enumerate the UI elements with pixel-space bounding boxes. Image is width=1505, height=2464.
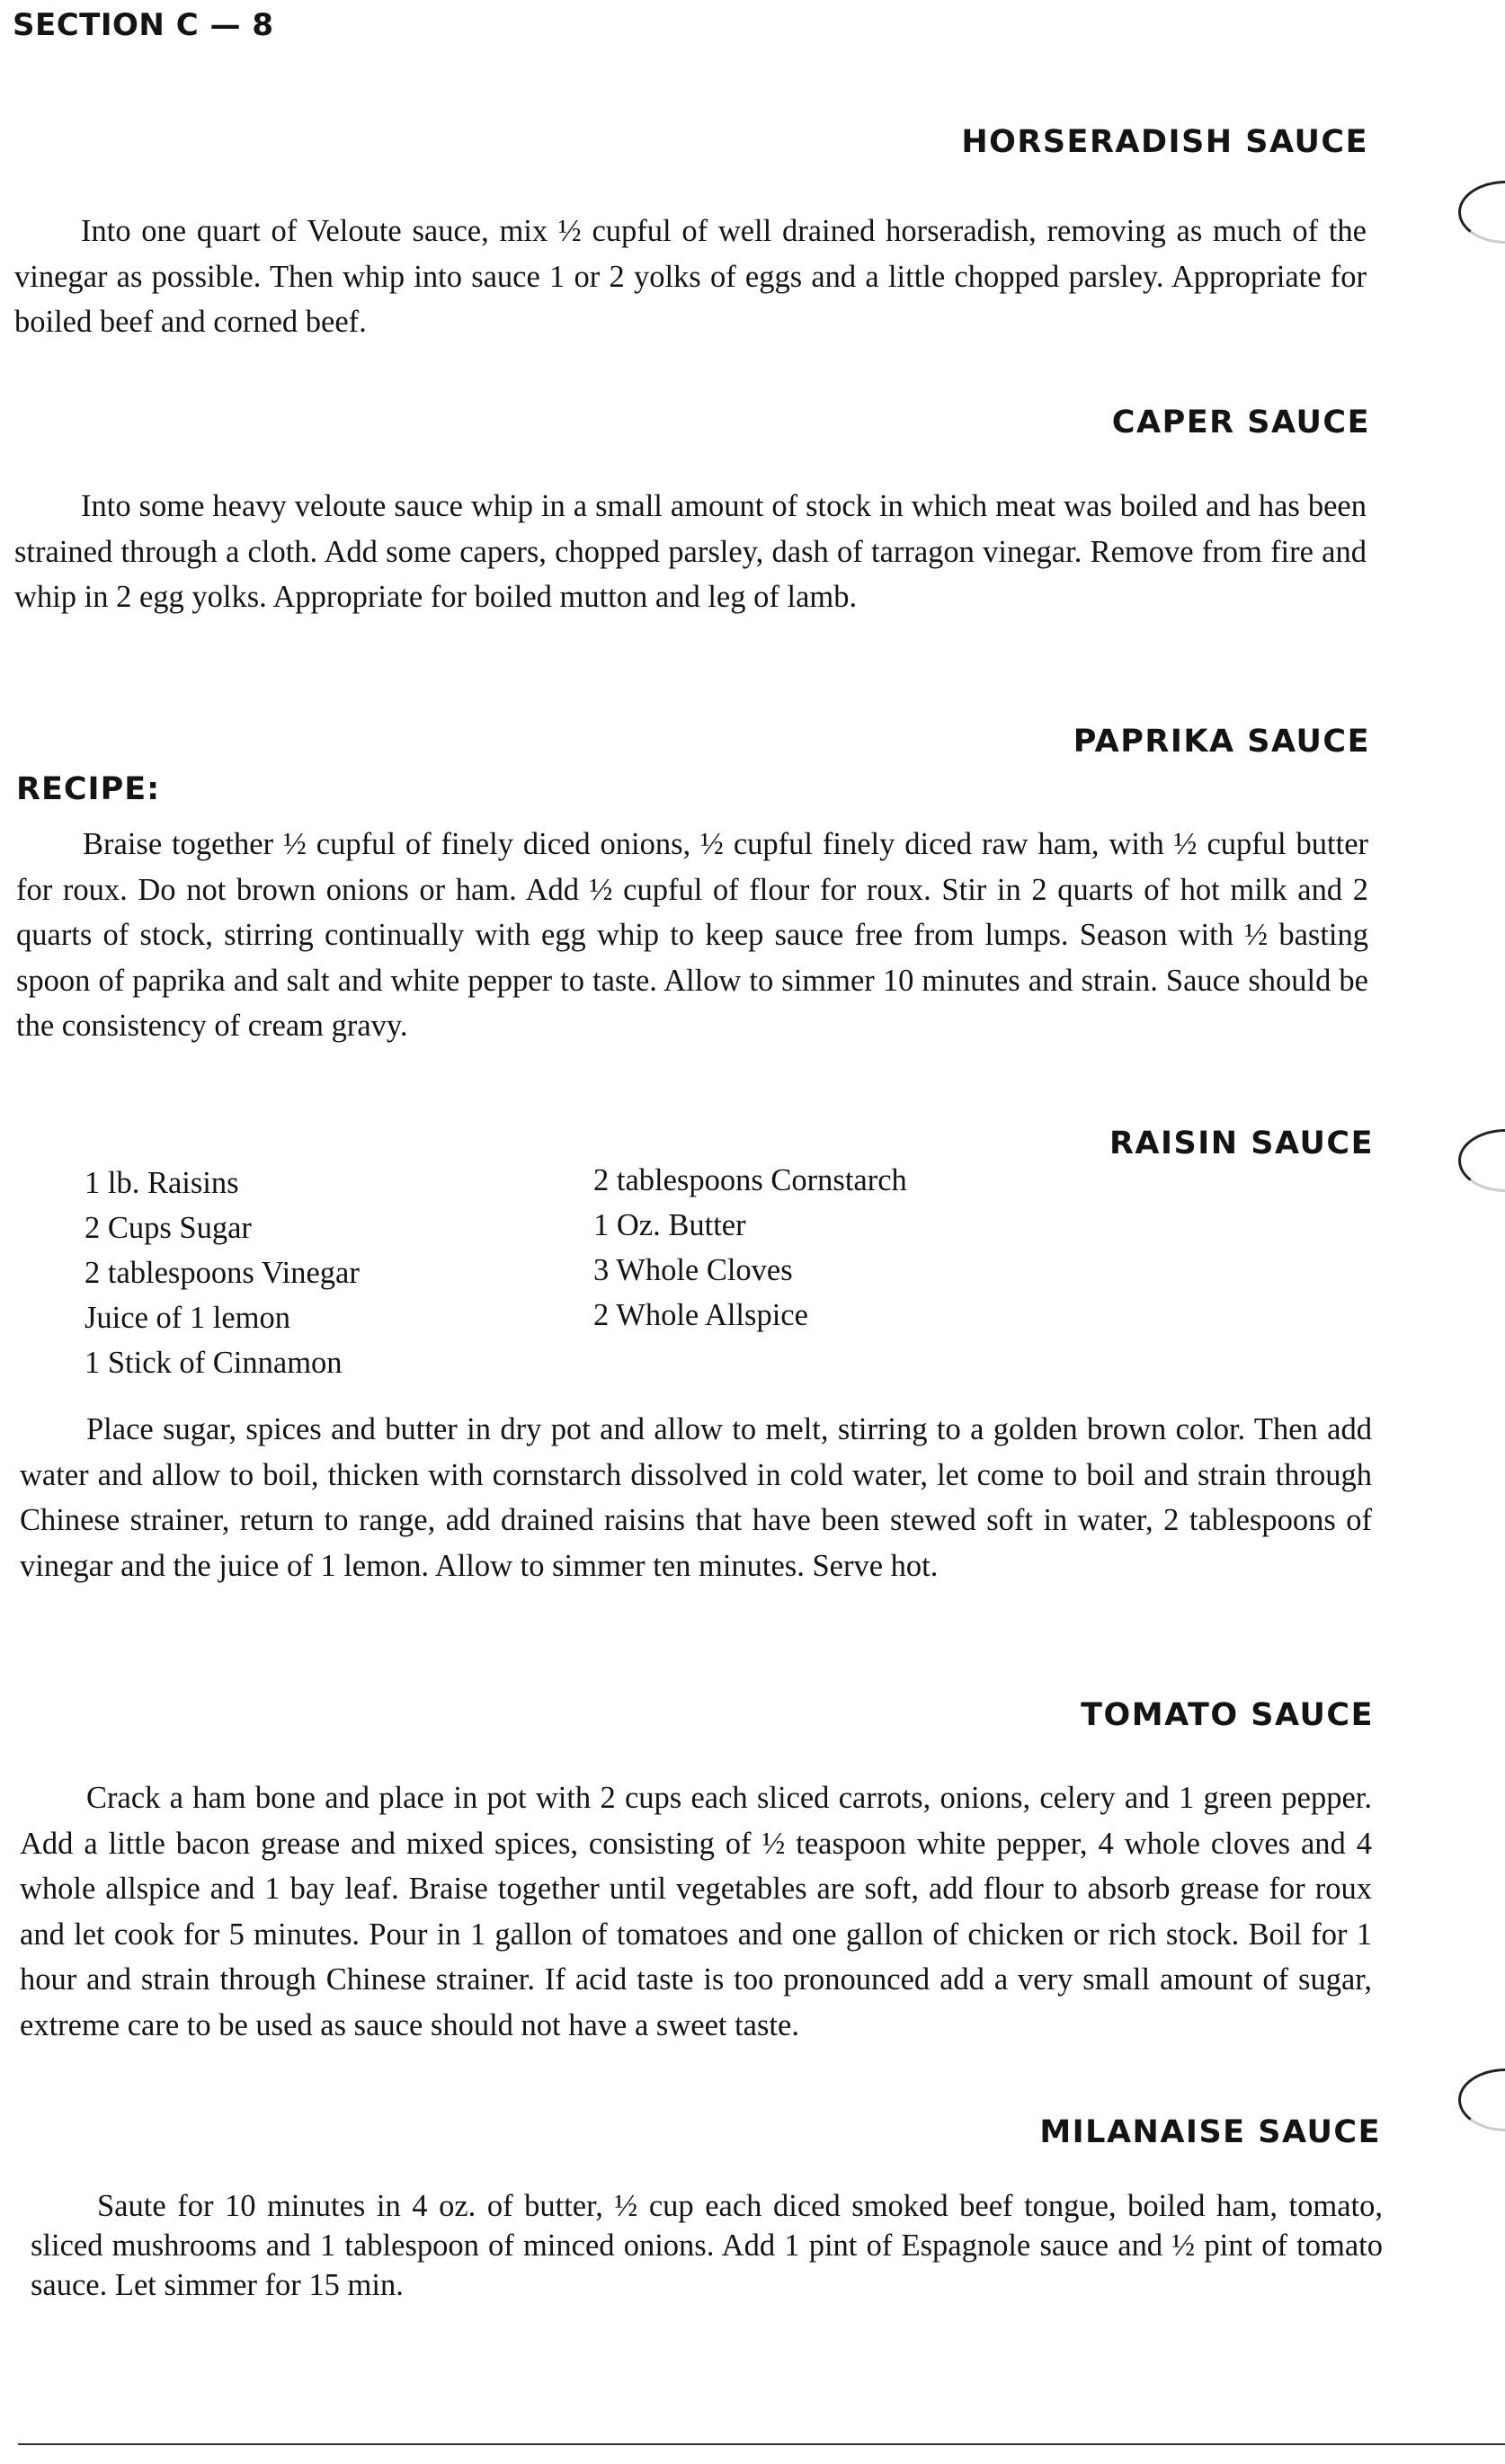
milanaise-sauce-text: Saute for 10 minutes in 4 oz. of butter, ½ cup each diced smoked beef tongue, boiled ham, tomato, sliced mushrooms and 1 tablespoon of minced onions. Add 1 pint of Espagnole sauce and ½ pint of tomato sauce. Let simmer for 15 min. xyxy=(31,2189,1383,2302)
paprika-sauce-text: Braise together ½ cupful of finely diced onions, ½ cupful finely diced raw ham, with ½ cupful butter for roux. Do not brown onions or ham. Add ½ cupful of flour for roux. Stir in 2 quarts of hot milk and 2 quarts of stock, stirring continually with egg whip to keep sauce free from lumps. Season with ½ basting spoon of paprika and salt and white pepper to taste. Allow to simmer 10 minutes and strain. Sauce should be the consistency of cream gravy. xyxy=(16,827,1368,1043)
ingredient-item: 2 tablespoons Cornstarch xyxy=(593,1163,907,1197)
ingredient-item: 3 Whole Cloves xyxy=(593,1253,793,1287)
raisin-sauce-title: RAISIN SAUCE xyxy=(1109,1125,1374,1161)
horseradish-sauce-title: HORSERADISH SAUCE xyxy=(961,124,1368,160)
ingredient-item: Juice of 1 lemon xyxy=(85,1301,290,1335)
tomato-sauce-title: TOMATO SAUCE xyxy=(1081,1697,1374,1733)
ingredient-item: 1 Oz. Butter xyxy=(593,1208,746,1242)
page-bottom-edge xyxy=(18,2443,1505,2445)
caper-sauce-title: CAPER SAUCE xyxy=(1111,405,1370,440)
punch-hole-mark xyxy=(1442,175,1505,247)
ingredient-item: 1 lb. Raisins xyxy=(85,1166,239,1200)
ingredient-item: 1 Stick of Cinnamon xyxy=(85,1346,343,1380)
punch-hole-mark xyxy=(1442,1124,1505,1196)
milanaise-sauce-title: MILANAISE SAUCE xyxy=(1039,2114,1381,2150)
raisin-ingredients-right xyxy=(593,1158,907,1338)
section-header: SECTION C — 8 xyxy=(13,7,274,43)
raisin-ingredients-left xyxy=(85,1161,360,1385)
horseradish-sauce-text: Into one quart of Veloute sauce, mix ½ cupful of well drained horseradish, removing as much of the vinegar as possible. Then whip into sauce 1 or 2 yolks of eggs and a little chopped parsley. Appropriate for boiled beef and corned beef. xyxy=(14,214,1367,339)
raisin-sauce-text: Place sugar, spices and butter in dry pot and allow to melt, stirring to a golden brown color. Then add water and allow to boil, thicken with cornstarch dissolved in cold water, let come to boil and strain through Chinese strainer, return to range, add drained raisins that have been stewed soft in water, 2 tablespoons of vinegar and the juice of 1 lemon. Allow to simmer ten minutes. Serve hot. xyxy=(20,1412,1372,1583)
paprika-sauce-title: PAPRIKA SAUCE xyxy=(1073,724,1370,760)
tomato-sauce-text: Crack a ham bone and place in pot with 2 cups each sliced carrots, onions, celery and 1 green pepper. Add a little bacon grease and mixed spices, consisting of ½ teaspoon white pepper, 4 whole cloves and 4 whole allspice and 1 bay leaf. Braise together until vegetables are soft, add flour to absorb grease for roux and let cook for 5 minutes. Pour in 1 gallon of tomatoes and one gallon of chicken or rich stock. Boil for 1 hour and strain through Chinese strainer. If acid taste is too pronounced add a very small amount of sugar, extreme care to be used as sauce should not have a sweet taste. xyxy=(20,1781,1372,2042)
ingredient-item: 2 Cups Sugar xyxy=(85,1211,252,1245)
ingredient-item: 2 tablespoons Vinegar xyxy=(85,1256,360,1290)
ingredient-item: 2 Whole Allspice xyxy=(593,1298,808,1332)
caper-sauce-text: Into some heavy veloute sauce whip in a small amount of stock in which meat was boiled and has been strained through a cloth. Add some capers, chopped parsley, dash of tarragon vinegar. Remove from fire and whip in 2 egg yolks. Appropriate for boiled mutton and leg of lamb. xyxy=(14,489,1367,614)
recipe-label: RECIPE: xyxy=(16,771,161,807)
punch-hole-mark xyxy=(1442,2063,1505,2135)
